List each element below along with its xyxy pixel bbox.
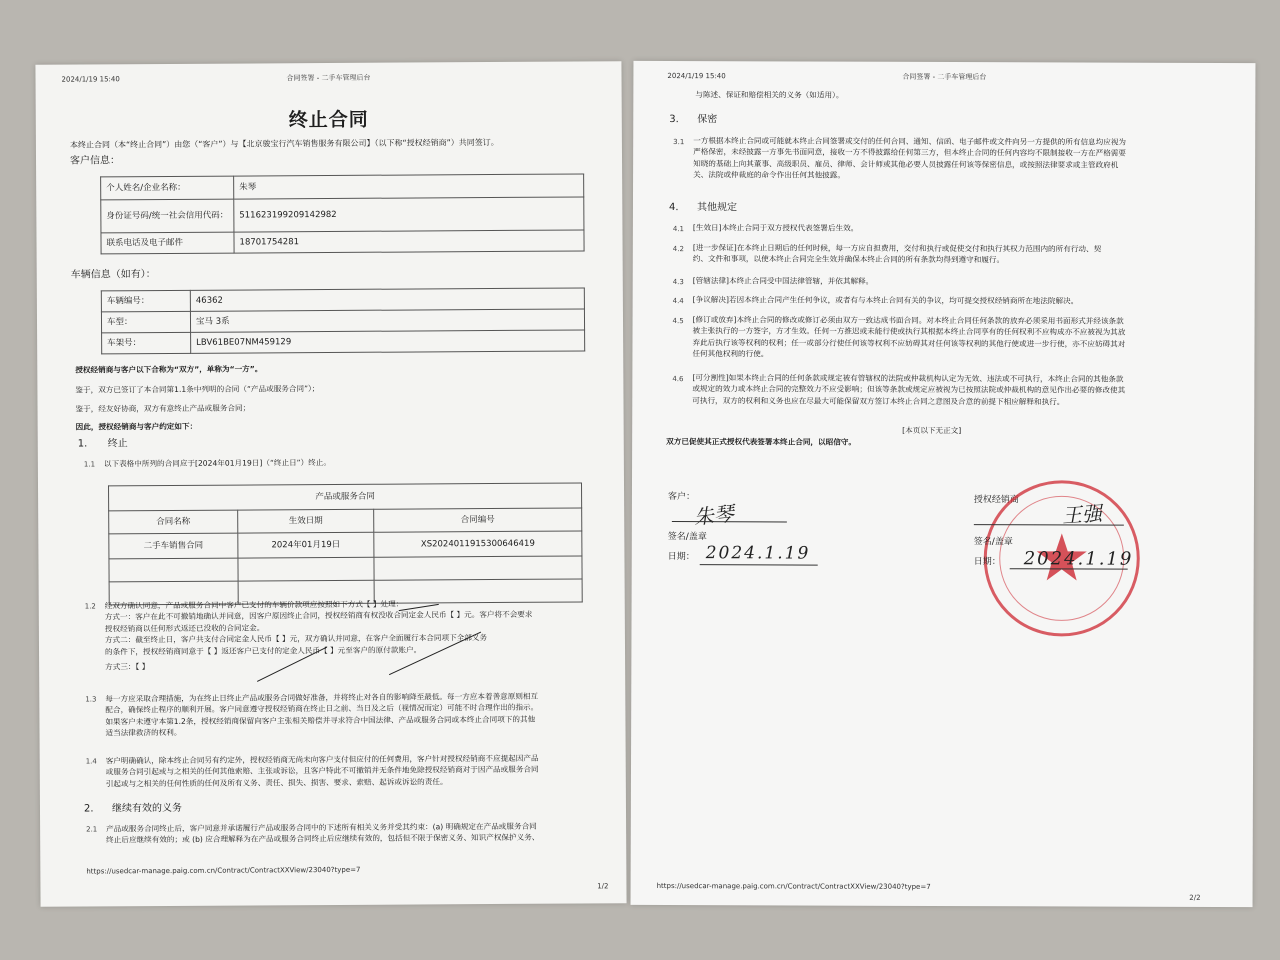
clause-4-1-text xyxy=(693,222,1243,235)
print-timestamp: 2024/1/19 15:40 xyxy=(667,72,726,81)
print-site-title: 合同签署 - 二手车管理后台 xyxy=(286,73,371,83)
clause-4-5-text xyxy=(692,314,1242,361)
clause-line: 的条件下，授权经销商同意于【 】返还客户已支付的定金人民币【 】元至客户的原付款账户。 xyxy=(104,645,422,656)
clause-4-4-number: 4.4 xyxy=(672,297,684,306)
table-cell: XS2024011915300646419 xyxy=(374,531,582,557)
document-title: 终止合同 xyxy=(288,108,369,132)
section-3-title: 保密 xyxy=(697,114,718,126)
clause-line: 配合，确保终止程序的顺利开展。客户同意遵守授权经销商在终止日之前、当日及之后（视情况而定）可能不时合理作出的指示。 xyxy=(105,703,539,715)
table-row xyxy=(109,483,582,511)
clause-1-4-text xyxy=(106,752,618,789)
clause-line: [生效日]本终止合同于双方授权代表签署后生效。 xyxy=(692,223,859,233)
table-cell-label: 车型： xyxy=(101,311,190,333)
clause-line: [可分割性]如果本终止合同的任何条款或规定被有管辖权的法院或仲裁机构认定为无效、违法或不可执行，本终止合同的其他条款 xyxy=(692,373,1124,384)
clause-1-1-number: 1.1 xyxy=(83,460,96,469)
section-2-number: 2. xyxy=(83,803,94,815)
dealer-sign-label: 签名/盖章 xyxy=(973,537,1013,548)
clause-4-2-text xyxy=(693,242,1243,267)
clause-4-3-number: 4.3 xyxy=(672,278,684,287)
table-row xyxy=(101,174,584,200)
clause-4-6-number: 4.6 xyxy=(672,375,684,384)
therefore-clause: 因此，授权经销商与客户约定如下： xyxy=(75,421,198,432)
column-header: 生效日期 xyxy=(238,509,374,533)
customer-label: 客户： xyxy=(667,492,695,503)
clause-line: 或服务合同引起或与之相关的任何其他索赔、主张或诉讼，且客户特此不可撤销并无条件地免除授权经销商对于因产品或服务合同 xyxy=(105,765,539,777)
section-4-number: 4. xyxy=(668,202,679,214)
table-cell-label: 车架号： xyxy=(102,332,191,354)
clause-line: 一方根据本终止合同或可能就本终止合同签署或交付的任何合同、通知、信函、电子邮件或文件向另一方提供的所有信息均应视为 xyxy=(693,136,1127,147)
dealer-signature xyxy=(1061,499,1103,531)
table-row xyxy=(109,531,582,559)
parties-definition: 授权经销商与客户以下合称为“双方”，单称为“一方”。 xyxy=(75,364,263,375)
customer-date-handwritten: 2024.1.19 xyxy=(705,543,811,564)
clause-line: [管辖法律]本终止合同受中国法律管辖，并依其解释。 xyxy=(692,276,874,286)
clause-line: 任何其他权利的行使。 xyxy=(692,349,769,359)
clause-line: 适当法律救济的权利。 xyxy=(105,728,182,738)
customer-info-heading: 客户信息： xyxy=(69,155,121,167)
table-cell-value: 18701754281 xyxy=(234,230,584,253)
clause-line: 经双方确认同意，产品或服务合同中客户已支付的车辆价款项应按照如下方式【 】处理： xyxy=(104,599,404,611)
contract-page-2 xyxy=(631,61,1256,907)
clause-line: 严格保密，未经披露一方事先书面同意，接收一方不得披露给任何第三方，但本终止合同的任何内容均不限制接收一方在严格需要 xyxy=(693,147,1127,159)
clause-4-1-number: 4.1 xyxy=(672,225,685,234)
clause-2-1-text xyxy=(106,820,618,846)
dealer-date-handwritten: 2024.1.19 xyxy=(1023,548,1134,570)
column-header: 合同编号 xyxy=(374,508,582,532)
section-1-number: 1. xyxy=(77,438,88,450)
table-header-row xyxy=(109,508,582,534)
table-cell-value: 宝马 3系 xyxy=(190,309,584,332)
column-header: 合同名称 xyxy=(109,510,238,534)
footer-url: https://usedcar-manage.paig.com.cn/Contract/ContractXXView/23040?type=7 xyxy=(656,882,931,891)
dealer-label: 授权经销商 xyxy=(973,495,1019,506)
clause-line: [进一步保证]在本终止日期后的任何时候，每一方应自担费用，交付和执行或促使交付和执行其权力范围内的所有行动、契 xyxy=(692,243,1102,254)
clause-4-5-number: 4.5 xyxy=(672,317,684,326)
strike-through-marks xyxy=(239,602,489,684)
clause-line: 终止后应继续有效的；或 (b) 应合理解释为在产品或服务合同终止后应继续有效的，包括但不限于保密义务、知识产权保护义务、 xyxy=(106,833,540,845)
clause-line: 授权经销商以任何形式返还已没收的合同定金。 xyxy=(104,623,265,634)
table-caption: 产品或服务合同 xyxy=(109,483,582,511)
clause-line: 关、法院或仲裁庭的命令作出任何其他披露。 xyxy=(693,170,845,180)
clause-line: 方式一：客户在此不可撤销地确认并同意，因客户原因终止合同，授权经销商有权没收合同定金人民币【 】元。客户将不会要求 xyxy=(104,610,533,622)
page-number: 2/2 xyxy=(1189,893,1201,902)
table-cell-value: LBV61BE07NM459129 xyxy=(191,330,585,353)
section-3-number: 3. xyxy=(669,114,679,126)
section-4-title: 其他规定 xyxy=(696,202,737,214)
table-cell-label: 车辆编号： xyxy=(101,290,190,312)
clause-4-2-number: 4.2 xyxy=(672,245,684,254)
clause-line: 弃此后执行该等权利的权利；任一或部分行使任何该等权利不应妨碍其对任何该等权利的其他行使或进一步行使，亦不应妨碍其对 xyxy=(692,337,1126,349)
print-site-title: 合同签署 - 二手车管理后台 xyxy=(902,72,987,82)
clause-4-6-text xyxy=(692,372,1242,408)
no-further-text-note: [本页以下无正文] xyxy=(902,425,962,436)
clause-3-1-text xyxy=(693,135,1243,182)
clause-line: 产品或服务合同终止后，客户同意并承诺履行产品或服务合同中的下述所有相关义务并受其约束：(a) 明确规定在产品或服务合同 xyxy=(106,821,537,834)
product-contract-table xyxy=(108,482,583,605)
clause-line: 被主张执行的一方签字，方才生效。任何一方推迟或未能行使或执行其根据本终止合同享有的任何权利不应构成亦不应被视为其放 xyxy=(692,326,1126,338)
intro-paragraph: 本终止合同（本“终止合同”）由您（“客户”）与【北京骏宝行汽车销售服务有限公司】（以下称“授权经销商”）共同签订。 xyxy=(69,137,499,150)
clause-line: 或规定的效力或本终止合同的完整效力不应受影响；但该等条款或规定应被视为已按照法院或仲裁机构的意见作出必要的修改使其 xyxy=(692,384,1126,396)
continuation-line: 与陈述、保证和赔偿相关的义务（如适用）。 xyxy=(695,90,844,100)
customer-sign-label: 签名/盖章 xyxy=(667,532,707,543)
signature-text: 王强 xyxy=(1061,501,1103,528)
table-row-empty xyxy=(109,556,582,582)
table-cell-label: 个人姓名/企业名称： xyxy=(101,176,234,200)
clause-1-3-text xyxy=(105,690,617,739)
table-row xyxy=(101,230,584,254)
clause-line: 可执行，双方的权利和义务也应在尽最大可能保留双方签订本终止合同之意图及合意的前提下相应解释和执行。 xyxy=(692,395,1065,407)
table-cell: 2024年01月19日 xyxy=(238,532,374,558)
section-1-title: 终止 xyxy=(107,438,128,450)
clause-line: [争议解决]若因本终止合同产生任何争议，或者有与本终止合同有关的争议，均可提交授权经销商所在地法院解决。 xyxy=(692,295,1079,306)
signature-line xyxy=(672,521,787,522)
table-cell: 二手车销售合同 xyxy=(109,533,238,559)
clause-line: 如果客户未遵守本第1.2条，授权经销商保留向客户主张相关赔偿并寻求符合中国法律、产品或服务合同或本终止合同项下的其他 xyxy=(105,714,536,727)
clause-2-1-number: 2.1 xyxy=(86,825,98,834)
clause-4-4-text xyxy=(693,294,1243,307)
page-header xyxy=(61,71,595,84)
table-cell-value: 朱琴 xyxy=(234,174,584,199)
clause-line: 方式三：【 】 xyxy=(105,662,150,672)
footer-url: https://usedcar-manage.paig.com.cn/Contract/ContractXXView/23040?type=7 xyxy=(86,865,361,876)
page-header xyxy=(659,71,1229,82)
table-row xyxy=(101,288,584,312)
witness-statement: 双方已促使其正式授权代表签署本终止合同，以昭信守。 xyxy=(666,437,857,447)
contract-page-1 xyxy=(35,61,626,907)
clause-line: 每一方应采取合理措施，为在终止日终止产品或服务合同做好准备，并将终止对各自的影响降至最低。每一方应本着善意原则相互 xyxy=(105,691,539,704)
table-cell-value: 511623199209142982 xyxy=(234,197,584,232)
table-row xyxy=(102,330,585,354)
clause-line: 知晓的基础上向其董事、高级职员、雇员、律师、会计师或其他必要人员披露任何该等保密信息，或按照法律要求或主管政府机 xyxy=(693,158,1119,170)
whereas-clause-2: 鉴于，经友好协商，双方有意终止产品或服务合同； xyxy=(75,403,251,414)
print-timestamp: 2024/1/19 15:40 xyxy=(61,75,120,84)
vehicle-info-heading: 车辆信息（如有）： xyxy=(70,269,156,281)
clause-4-3-text xyxy=(693,275,1243,288)
clause-line: 引起或与之相关的任何性质的任何及所有义务、责任、损失、损害、要求、索赔、起诉或诉讼的责任。 xyxy=(105,777,448,789)
table-cell-value: 46362 xyxy=(190,288,584,311)
customer-info-table xyxy=(100,173,584,254)
whereas-clause-1: 鉴于，双方已签订了本合同第1.1条中列明的合同（“产品或服务合同”）； xyxy=(75,384,320,395)
clause-line: [修订或放弃]本终止合同的修改或修订必须由双方一致达成书面合同。对本终止合同任何条款的放弃必须采用书面形式并经该条款 xyxy=(692,315,1124,326)
table-row xyxy=(101,309,584,333)
customer-signature xyxy=(693,499,736,532)
vehicle-info-table xyxy=(101,287,585,354)
clause-3-1-number: 3.1 xyxy=(673,138,685,147)
table-cell-label: 身份证号码/统一社会信用代码： xyxy=(101,199,234,233)
clause-line: 客户明确确认，除本终止合同另有约定外，授权经销商无尚未向客户支付但应付的任何费用，客户针对授权经销商不应提起因产品 xyxy=(105,753,539,766)
signature-text: 朱琴 xyxy=(692,501,735,530)
clause-line: 约、文件和事项，以使本终止合同完全生效并确保本终止合同的所有条款均得到遵守和履行。 xyxy=(692,254,1005,265)
table-cell-label: 联系电话及电子邮件 xyxy=(101,232,234,254)
clause-1-4-number: 1.4 xyxy=(85,757,97,766)
clause-1-3-number: 1.3 xyxy=(85,695,97,704)
page-number: 1/2 xyxy=(597,882,609,891)
clause-1-2-number: 1.2 xyxy=(84,602,96,611)
section-2-title: 继续有效的义务 xyxy=(111,802,183,815)
clause-line: 方式二：截至终止日，客户共支付合同定金人民币【 】元，双方确认并同意，在客户全面履行本合同项下全部义务 xyxy=(104,633,488,645)
clause-1-1-text: 以下表格中所列的合同应于[2024年01月19日]（“终止日”）终止。 xyxy=(103,457,332,469)
table-row xyxy=(101,197,584,233)
customer-date-label: 日期： xyxy=(667,552,695,563)
dealer-date-label: 日期： xyxy=(973,557,1001,568)
